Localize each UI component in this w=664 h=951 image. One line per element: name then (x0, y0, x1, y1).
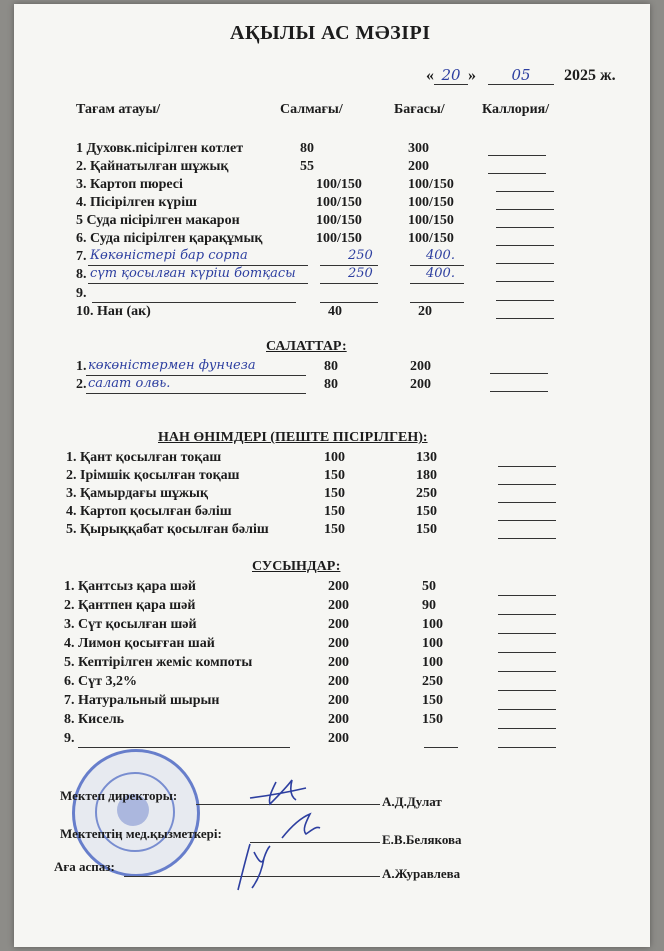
menu-item-price: 100/150 (408, 231, 454, 246)
salad-item-weight: 80 (324, 377, 338, 392)
fill-line (498, 633, 556, 634)
drink-item-name: 8. Кисель (64, 712, 125, 727)
drink-item-weight: 200 (328, 693, 349, 708)
menu-item-handwritten: Көкөністері бар сорпа (90, 248, 248, 263)
bakery-item-price: 150 (416, 504, 437, 519)
menu-item-name: 7. (76, 249, 87, 264)
header-price: Бағасы/ (394, 102, 445, 117)
menu-item-name: 8. (76, 267, 87, 282)
menu-item-price: 400. (426, 266, 455, 281)
fill-line (498, 671, 556, 672)
fill-line (320, 283, 378, 284)
bakery-item-weight: 150 (324, 468, 345, 483)
fill-line (498, 709, 556, 710)
fill-line (490, 391, 548, 392)
menu-item-price: 100/150 (408, 195, 454, 210)
fill-line (496, 281, 554, 282)
menu-item-name: 9. (76, 286, 87, 301)
bakery-item-price: 130 (416, 450, 437, 465)
drink-item-price: 100 (422, 617, 443, 632)
drink-item-weight: 200 (328, 655, 349, 670)
drink-item-price: 150 (422, 693, 443, 708)
salad-item-number: 2. (76, 377, 87, 392)
menu-item-name: 5 Суда пісірілген макарон (76, 213, 240, 228)
drink-item-name: 9. (64, 731, 75, 746)
bakery-item-price: 180 (416, 468, 437, 483)
bakery-item-name: 3. Қамырдағы шұжық (66, 486, 209, 501)
date-line (426, 66, 616, 85)
drink-item-price: 90 (422, 598, 436, 613)
fill-line (498, 466, 556, 467)
menu-item-name: 10. Нан (ак) (76, 304, 151, 319)
bakery-item-weight: 150 (324, 522, 345, 537)
drink-item-weight: 200 (328, 674, 349, 689)
drink-item-weight: 200 (328, 636, 349, 651)
menu-item-price: 200 (408, 159, 429, 174)
header-calorie: Каллория/ (482, 102, 550, 117)
drink-item-price: 100 (422, 655, 443, 670)
fill-line (496, 300, 554, 301)
menu-item-handwritten: сүт қосылған күріш ботқасы (90, 266, 296, 281)
bakery-item-weight: 100 (324, 450, 345, 465)
fill-line (498, 652, 556, 653)
drink-item-weight: 200 (328, 579, 349, 594)
menu-item-name: 6. Суда пісірілген қарақұмық (76, 231, 263, 246)
bakery-item-weight: 150 (324, 486, 345, 501)
fill-line (496, 191, 554, 192)
date-month: 05 (488, 66, 554, 85)
fill-line (496, 209, 554, 210)
sig-role-director: Мектеп директоры: (60, 788, 178, 803)
drink-item-name: 6. Сүт 3,2% (64, 674, 137, 689)
salad-item-price: 200 (410, 377, 431, 392)
menu-document (14, 4, 650, 947)
bakery-item-price: 150 (416, 522, 437, 537)
drink-item-name: 1. Қантсыз қара шәй (64, 579, 196, 594)
fill-line (78, 747, 290, 748)
bakery-item-name: 1. Қант қосылған тоқаш (66, 450, 222, 465)
fill-line (498, 502, 556, 503)
menu-item-name: 4. Пісірілген күріш (76, 195, 197, 210)
menu-item-price: 300 (408, 141, 429, 156)
fill-line (496, 318, 554, 319)
fill-line (496, 227, 554, 228)
fill-line (496, 245, 554, 246)
fill-line (410, 302, 464, 303)
fill-line (498, 614, 556, 615)
fill-line (498, 728, 556, 729)
sig-name-director: А.Д.Дулат (382, 794, 442, 809)
drinks-title: СУСЫНДАР: (252, 559, 341, 574)
fill-line (92, 302, 296, 303)
salads-title: САЛАТТАР: (266, 339, 347, 354)
menu-item-weight: 250 (348, 248, 373, 263)
bakery-item-weight: 150 (324, 504, 345, 519)
fill-line (498, 484, 556, 485)
sig-role-nurse: Мектептің мед.қызметкері: (60, 826, 222, 841)
sig-name-chef: А.Журавлева (382, 866, 461, 881)
menu-item-name: 1 Духовк.пісірілген котлет (76, 141, 244, 156)
date-year: 2025 ж. (564, 67, 616, 84)
menu-item-name: 2. Қайнатылған шұжық (76, 159, 229, 174)
date-day: 20 (434, 66, 468, 85)
fill-line (490, 373, 548, 374)
drink-item-name: 4. Лимон қосығған шай (64, 636, 215, 651)
drink-item-name: 2. Қантпен қара шәй (64, 598, 196, 613)
menu-item-weight: 250 (348, 266, 373, 281)
drink-item-price: 150 (422, 712, 443, 727)
drink-item-name: 5. Кептірілген жеміс компоты (64, 655, 253, 670)
official-stamp (72, 749, 200, 877)
menu-item-price: 100/150 (408, 177, 454, 192)
salad-item-handwritten: көкөністермен фунчеза (88, 358, 256, 373)
signature-director (246, 774, 316, 808)
drink-item-price: 50 (422, 579, 436, 594)
fill-line (488, 155, 546, 156)
menu-item-price: 100/150 (408, 213, 454, 228)
bakery-item-name: 5. Қырыққабат қосылған бәліш (66, 522, 269, 537)
drink-item-name: 7. Натуральный шырын (64, 693, 220, 708)
signature-chef (228, 838, 276, 894)
fill-line (320, 302, 378, 303)
fill-line (410, 283, 464, 284)
fill-line (88, 283, 308, 284)
salad-item-number: 1. (76, 359, 87, 374)
menu-item-price: 400. (426, 248, 455, 263)
menu-item-weight: 100/150 (316, 195, 362, 210)
drink-item-weight: 200 (328, 598, 349, 613)
drink-item-name: 3. Сүт қосылған шәй (64, 617, 197, 632)
header-name: Тағам атауы/ (76, 102, 161, 117)
signature-nurse (276, 810, 326, 842)
menu-item-weight: 100/150 (316, 213, 362, 228)
fill-line (424, 747, 458, 748)
header-weight: Салмағы/ (280, 102, 343, 117)
menu-item-price: 20 (418, 304, 432, 319)
fill-line (498, 747, 556, 748)
fill-line (86, 393, 306, 394)
menu-item-weight: 100/150 (316, 177, 362, 192)
sig-name-nurse: Е.В.Белякова (382, 832, 462, 847)
fill-line (498, 538, 556, 539)
drink-item-weight: 200 (328, 712, 349, 727)
menu-item-weight: 40 (328, 304, 342, 319)
salad-item-handwritten: салат олвь. (88, 376, 171, 391)
fill-line (498, 520, 556, 521)
drink-item-weight: 200 (328, 617, 349, 632)
drink-item-price: 250 (422, 674, 443, 689)
drink-item-weight: 200 (328, 731, 349, 746)
sig-role-chef: Аға аспаз: (54, 859, 115, 874)
fill-line (496, 263, 554, 264)
menu-item-weight: 80 (300, 141, 314, 156)
date-close-quote: » (468, 67, 476, 84)
bakery-title: НАН ӨНІМДЕРІ (ПЕШТЕ ПІСІРІЛГЕН): (158, 430, 428, 445)
menu-item-weight: 100/150 (316, 231, 362, 246)
page-title: АҚЫЛЫ АС МӘЗІРІ (230, 22, 431, 44)
salad-item-weight: 80 (324, 359, 338, 374)
fill-line (498, 690, 556, 691)
date-open-quote: « (426, 67, 434, 84)
salad-item-price: 200 (410, 359, 431, 374)
menu-item-name: 3. Картоп пюресі (76, 177, 183, 192)
bakery-item-name: 4. Картоп қосылған бәліш (66, 504, 232, 519)
bakery-item-name: 2. Ірімшік қосылған тоқаш (66, 468, 240, 483)
drink-item-price: 100 (422, 636, 443, 651)
bakery-item-price: 250 (416, 486, 437, 501)
menu-item-weight: 55 (300, 159, 314, 174)
fill-line (498, 595, 556, 596)
fill-line (488, 173, 546, 174)
